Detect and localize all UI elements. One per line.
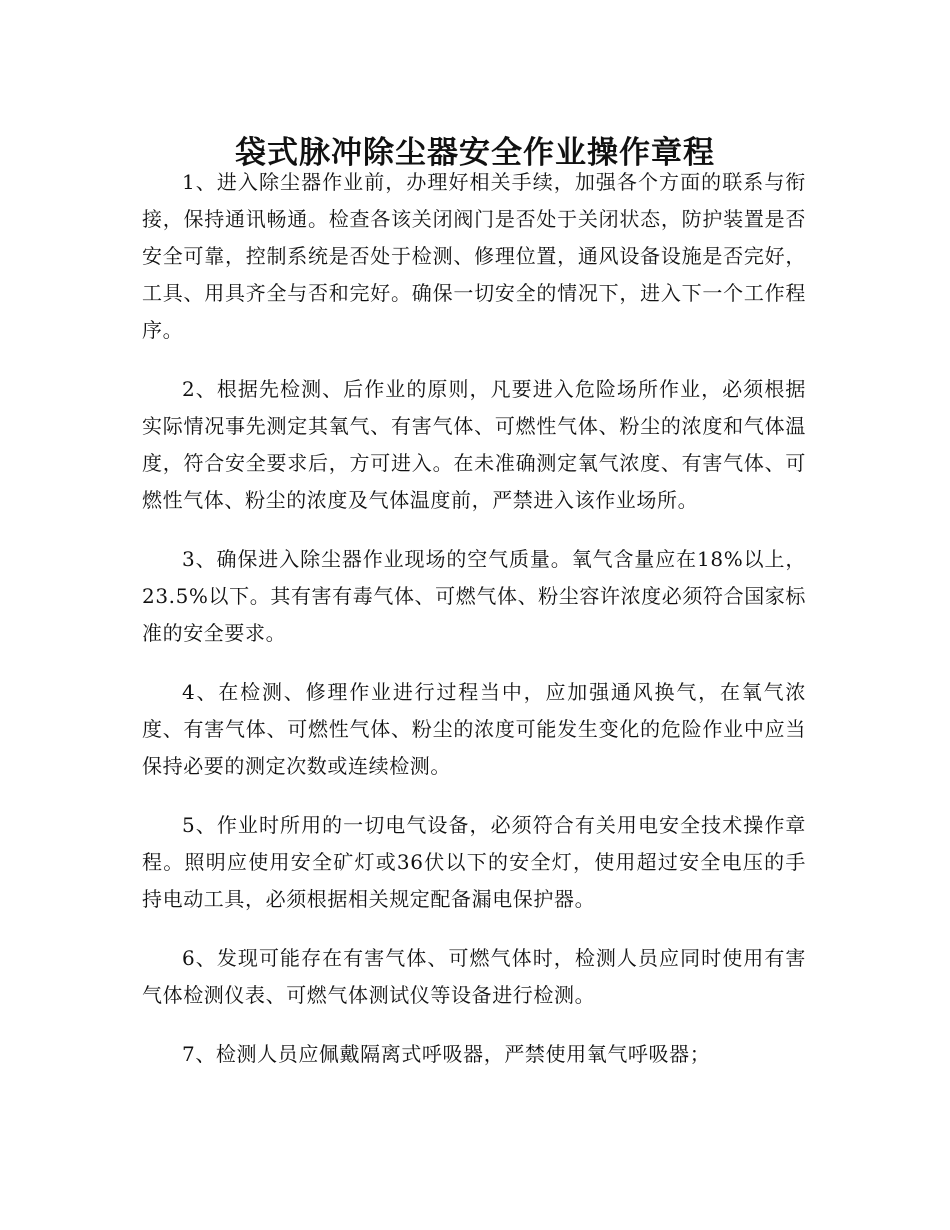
paragraph-4: 4、在检测、修理作业进行过程当中，应加强通风换气，在氧气浓度、有害气体、可燃性气体、粉尘的浓度可能发生变化的危险作业中应当保持必要的测定次数或连续检测。 [142,680,806,778]
paragraph-3: 3、确保进入除尘器作业现场的空气质量。氧气含量应在18%以上，23.5%以下。其有害有毒气体、可燃气体、粉尘容许浓度必须符合国家标准的安全要求。 [142,547,806,645]
paragraph-5: 5、作业时所用的一切电气设备，必须符合有关用电安全技术操作章程。照明应使用安全矿灯或36伏以下的安全灯，使用超过安全电压的手持电动工具，必须根据相关规定配备漏电保护器。 [142,813,806,911]
document-body [142,164,806,1095]
paragraph-6: 6、发现可能存在有害气体、可燃气体时，检测人员应同时使用有害气体检测仪表、可燃气体测试仪等设备进行检测。 [142,946,806,1007]
paragraph-2: 2、根据先检测、后作业的原则，凡要进入危险场所作业，必须根据实际情况事先测定其氧气、有害气体、可燃性气体、粉尘的浓度和气体温度，符合安全要求后，方可进入。在未准确测定氧气浓度、有害气体、可燃性气体、粉尘的浓度及气体温度前，严禁进入该作业场所。 [142,377,806,512]
paragraph-7: 7、检测人员应佩戴隔离式呼吸器，严禁使用氧气呼吸器； [182,1042,711,1066]
paragraph-1: 1、进入除尘器作业前，办理好相关手续，加强各个方面的联系与衔接，保持通讯畅通。检查各该关闭阀门是否处于关闭状态，防护装置是否安全可靠，控制系统是否处于检测、修理位置，通风设备设施是否完好，工具、用具齐全与否和完好。确保一切安全的情况下，进入下一个工作程序。 [142,170,806,342]
document-title: 袋式脉冲除尘器安全作业操作章程 [235,134,715,171]
